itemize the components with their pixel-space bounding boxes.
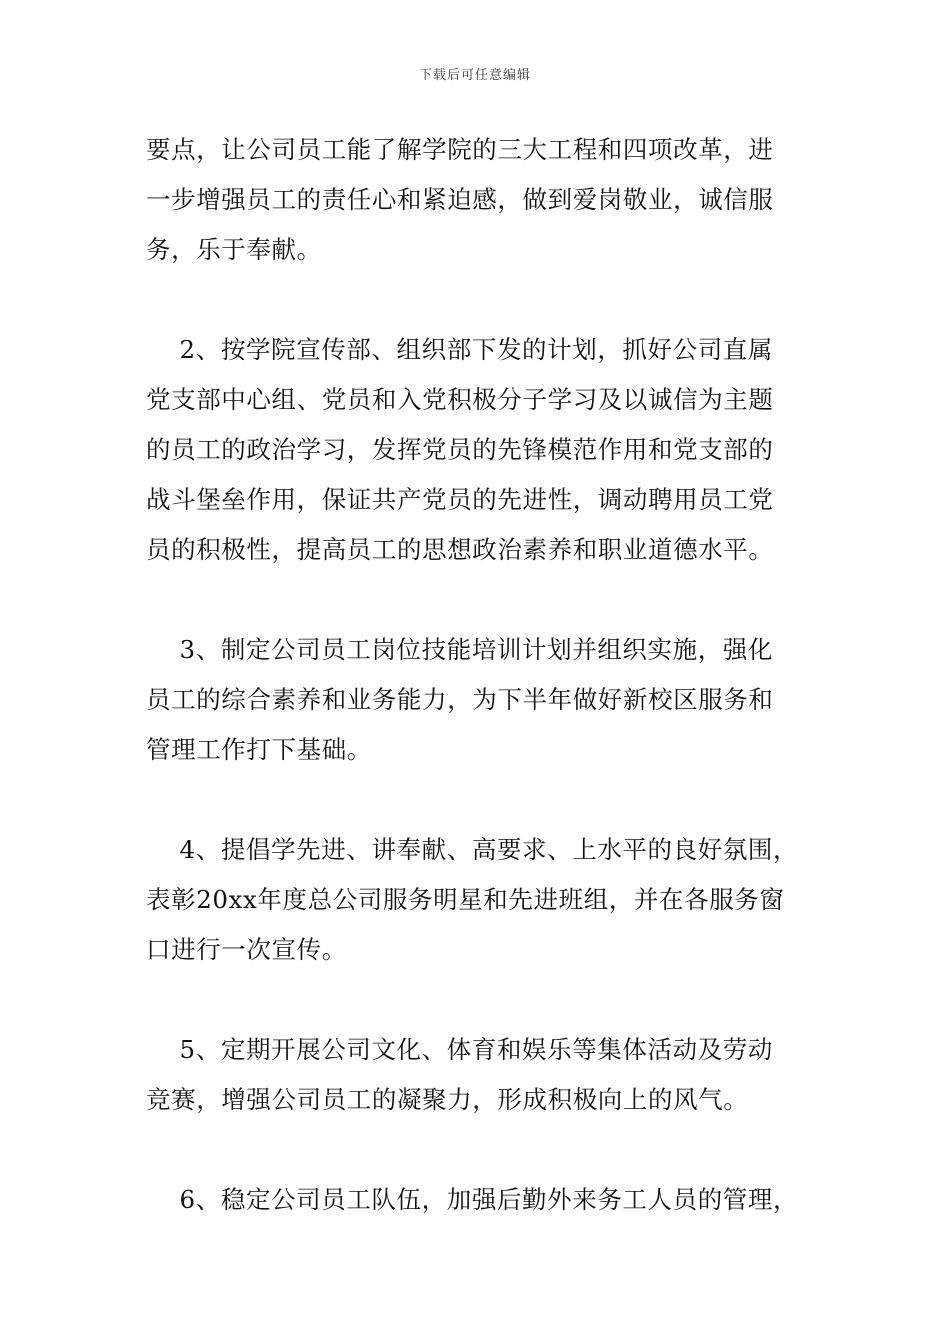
text-line: 务，乐于奉献。 (146, 235, 322, 264)
text-line: 3、制定公司员工岗位技能培训计划并组织实施，强化 (146, 635, 774, 664)
text-line: 2、按学院宣传部、组织部下发的计划，抓好公司直属 (146, 335, 774, 364)
text-line: 5、定期开展公司文化、体育和娱乐等集体活动及劳动 (146, 1035, 774, 1064)
text-line: 竞赛，增强公司员工的凝聚力，形成积极向上的风气。 (146, 1085, 749, 1114)
text-line: 的员工的政治学习，发挥党员的先锋模范作用和党支部的 (146, 435, 774, 464)
text-line: 口进行一次宣传。 (146, 935, 347, 964)
text-line: 员工的综合素养和业务能力，为下半年做好新校区服务和 (146, 685, 774, 714)
text-line: 战斗堡垒作用，保证共产党员的先进性，调动聘用员工党 (146, 485, 774, 514)
text-line: 党支部中心组、党员和入党积极分子学习及以诚信为主题 (146, 385, 774, 414)
text-line: 一步增强员工的责任心和紧迫感，做到爱岗敬业，诚信服 (146, 185, 774, 214)
text-line: 员的积极性，提高员工的思想政治素养和职业道德水平。 (146, 535, 774, 564)
text-line: 4、提倡学先进、讲奉献、高要求、上水平的良好氛围， (146, 835, 799, 864)
page-header: 下载后可任意编辑 (418, 68, 531, 83)
text-line: 管理工作打下基础。 (146, 735, 372, 764)
text-line: 6、稳定公司员工队伍，加强后勤外来务工人员的管理， (146, 1185, 799, 1214)
text-line: 要点，让公司员工能了解学院的三大工程和四项改革，进 (146, 135, 774, 164)
text-line: 表彰20xx年度总公司服务明星和先进班组，并在各服务窗 (146, 885, 785, 914)
